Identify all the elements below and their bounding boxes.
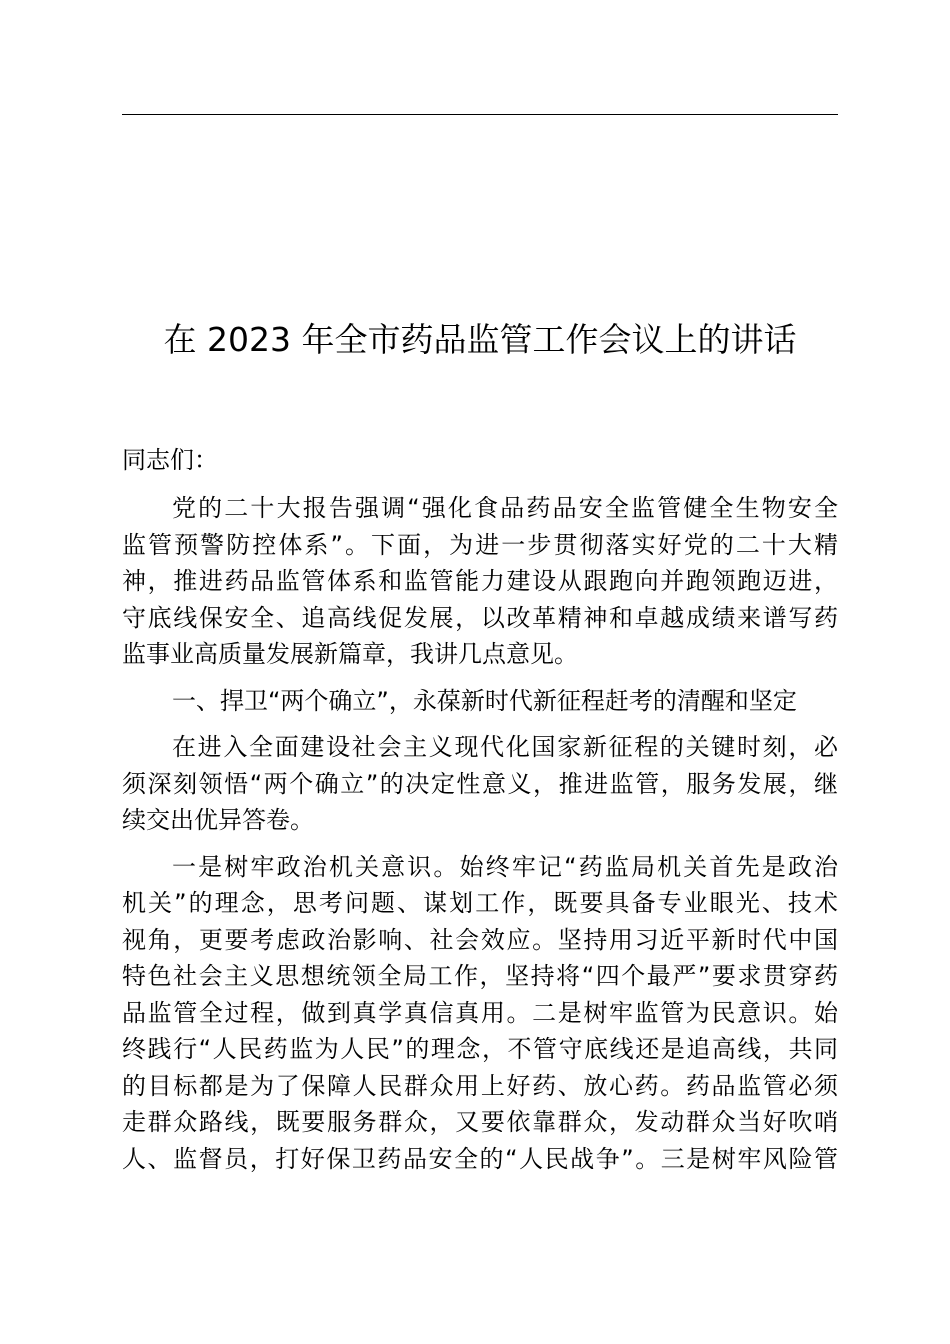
- paragraph-line: 监管预警防控体系”。下面，为进一步贯彻落实好党的二十大精: [122, 530, 838, 559]
- paragraph-line: 一是树牢政治机关意识。始终牢记“药监局机关首先是政治: [172, 852, 838, 881]
- paragraph-intro: [122, 490, 838, 673]
- paragraph-line: 机关”的理念，思考问题、谋划工作，既要具备专业眼光、技术: [122, 889, 838, 917]
- header-rule: [122, 114, 838, 115]
- paragraph-line: 须深刻领悟“两个确立”的决定性意义，推进监管，服务发展，继: [122, 769, 838, 798]
- paragraph-line: 守底线保安全、追高线促发展，以改革精神和卓越成绩来谱写药: [122, 603, 838, 632]
- paragraph-line: 走群众路线，既要服务群众，又要依靠群众，发动群众当好吹哨: [122, 1108, 838, 1136]
- salutation: 同志们：: [122, 446, 218, 474]
- document-body: [122, 442, 838, 1187]
- document-title: 在 2023 年全市药品监管工作会议上的讲话: [163, 320, 797, 359]
- paragraph-line: 党的二十大报告强调“强化食品药品安全监管健全生物安全: [172, 494, 838, 522]
- paragraph-section-intro: [122, 729, 838, 839]
- paragraph-line: 监事业高质量发展新篇章，我讲几点意见。: [122, 640, 578, 668]
- paragraph-line: 视角，更要考虑政治影响、社会效应。坚持用习近平新时代中国: [122, 925, 838, 954]
- paragraph-line: 神，推进药品监管体系和监管能力建设从跟跑向并跑领跑迈进，: [122, 567, 838, 595]
- paragraph-line: 在进入全面建设社会主义现代化国家新征程的关键时刻，必: [172, 733, 838, 761]
- paragraph-line: 的目标都是为了保障人民群众用上好药、放心药。药品监管必须: [122, 1071, 838, 1100]
- paragraph-line: 品监管全过程，做到真学真信真用。二是树牢监管为民意识。始: [122, 998, 838, 1027]
- paragraph-line: 续交出优异答卷。: [122, 806, 314, 834]
- paragraph-line: 人、监督员，打好保卫药品安全的“人民战争”。三是树牢风险管: [122, 1144, 838, 1173]
- section-heading-text: 一、捍卫“两个确立”，永葆新时代新征程赶考的清醒和坚定: [172, 686, 797, 715]
- paragraph-points: [122, 849, 838, 1178]
- paragraph-line: 终践行“人民药监为人民”的理念，不管守底线还是追高线，共同: [122, 1035, 838, 1063]
- section-heading: [122, 683, 838, 720]
- paragraph-line: 特色社会主义思想统领全局工作，坚持将“四个最严”要求贯穿药: [122, 962, 838, 990]
